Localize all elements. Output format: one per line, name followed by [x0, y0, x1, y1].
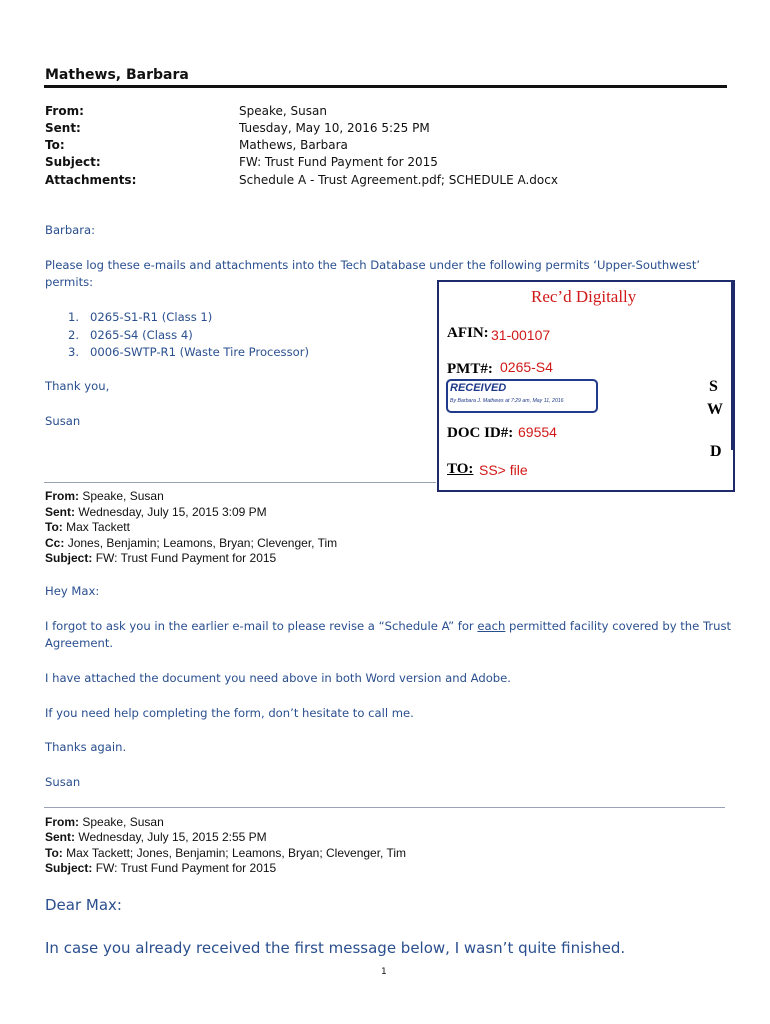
msg2-from-label: From:	[45, 489, 79, 503]
msg3-from	[45, 815, 164, 829]
permit-item: 0265-S4 (Class 4)	[90, 328, 193, 342]
greeting-max: Hey Max:	[45, 584, 100, 598]
request-line-1: Please log these e-mails and attachments into the Tech Database under the following permits ‘Upper-Southwest’	[45, 258, 701, 272]
greeting-dear-max: Dear Max:	[45, 896, 122, 914]
permit-num: 3.	[68, 345, 80, 359]
greeting-barbara: Barbara:	[45, 223, 96, 237]
msg2-paragraph-1	[45, 619, 731, 633]
from-label: From:	[45, 104, 84, 118]
msg3-to	[45, 846, 406, 860]
p1-text-b: permitted facility covered by the Trust	[505, 619, 732, 633]
attachments-value[interactable]: Schedule A - Trust Agreement.pdf; SCHEDULE A.docx	[239, 173, 558, 187]
separator	[44, 482, 436, 483]
msg3-subject-label: Subject:	[45, 861, 93, 875]
msg2-sent	[45, 505, 267, 519]
afin-label: AFIN:	[447, 325, 489, 341]
thank-you: Thank you,	[45, 379, 110, 393]
permit-item: 0265-S1-R1 (Class 1)	[90, 310, 213, 324]
received-by: By Barbara J. Mathews at 7:29 am, May 11, 2016	[450, 398, 564, 404]
msg2-cc-value: Jones, Benjamin; Leamons, Bryan; Clevenger, Tim	[67, 536, 338, 550]
msg2-subject	[45, 551, 276, 565]
msg2-cc-label: Cc:	[45, 536, 65, 550]
msg2-to-value: Max Tackett	[66, 520, 130, 534]
to-stamp-value: SS> file	[479, 462, 528, 478]
msg2-paragraph-1-line-2: Agreement.	[45, 636, 114, 650]
msg2-from	[45, 489, 164, 503]
msg3-line: In case you already received the first message below, I wasn’t quite finished.	[45, 939, 626, 957]
msg2-to	[45, 520, 130, 534]
p1-text-a: I forgot to ask you in the earlier e-mail to please revise a “Schedule A” for	[45, 619, 478, 633]
header-rule	[44, 85, 727, 88]
msg3-to-value: Max Tackett; Jones, Benjamin; Leamons, Bryan; Clevenger, Tim	[66, 846, 407, 860]
permit-item: 0006-SWTP-R1 (Waste Tire Processor)	[90, 345, 310, 359]
msg3-subject	[45, 861, 276, 875]
msg2-subject-value: FW: Trust Fund Payment for 2015	[95, 551, 277, 565]
msg2-sent-value: Wednesday, July 15, 2015 3:09 PM	[78, 505, 267, 519]
subject-value: FW: Trust Fund Payment for 2015	[239, 155, 438, 169]
attachments-label: Attachments:	[45, 173, 137, 187]
msg3-to-label: To:	[45, 846, 63, 860]
stamp-side-bar	[731, 280, 735, 450]
docid-value: 69554	[518, 424, 557, 440]
afin-value: 31-00107	[491, 327, 551, 343]
msg2-signature: Susan	[45, 775, 81, 789]
msg2-to-label: To:	[45, 520, 63, 534]
msg2-cc	[45, 536, 337, 550]
stamp-letter-w: W	[707, 401, 723, 418]
separator	[44, 807, 725, 808]
stamp-letter-d: D	[710, 443, 722, 460]
msg2-paragraph-3: If you need help completing the form, don’t hesitate to call me.	[45, 706, 414, 720]
msg3-sent-value: Wednesday, July 15, 2015 2:55 PM	[78, 830, 267, 844]
msg3-from-label: From:	[45, 815, 79, 829]
msg3-subject-value: FW: Trust Fund Payment for 2015	[95, 861, 277, 875]
msg2-sent-label: Sent:	[45, 505, 75, 519]
to-label: To:	[45, 138, 65, 152]
to-value: Mathews, Barbara	[239, 138, 348, 152]
permit-num: 1.	[68, 310, 80, 324]
from-value: Speake, Susan	[239, 104, 327, 118]
stamp-letter-s: S	[709, 378, 718, 395]
received-title: RECEIVED	[450, 382, 507, 394]
msg2-subject-label: Subject:	[45, 551, 93, 565]
msg3-from-value: Speake, Susan	[82, 815, 164, 829]
msg3-sent-label: Sent:	[45, 830, 75, 844]
subject-label: Subject:	[45, 155, 101, 169]
signature: Susan	[45, 414, 81, 428]
pmt-label: PMT#:	[447, 361, 493, 377]
recipient-name: Mathews, Barbara	[45, 67, 189, 83]
sent-value: Tuesday, May 10, 2016 5:25 PM	[239, 121, 430, 135]
msg2-from-value: Speake, Susan	[82, 489, 164, 503]
permit-num: 2.	[68, 328, 80, 342]
to-stamp-label: TO:	[447, 461, 474, 477]
msg2-paragraph-4: Thanks again.	[45, 740, 127, 754]
p1-each: each	[477, 619, 506, 633]
pmt-value: 0265-S4	[500, 359, 553, 375]
request-line-2: permits:	[45, 275, 94, 289]
docid-label: DOC ID#:	[447, 425, 514, 441]
sent-label: Sent:	[45, 121, 81, 135]
msg3-sent	[45, 830, 267, 844]
stamp-title: Rec’d Digitally	[531, 287, 637, 306]
msg2-paragraph-2: I have attached the document you need above in both Word version and Adobe.	[45, 671, 511, 685]
page-number: 1	[381, 967, 387, 977]
